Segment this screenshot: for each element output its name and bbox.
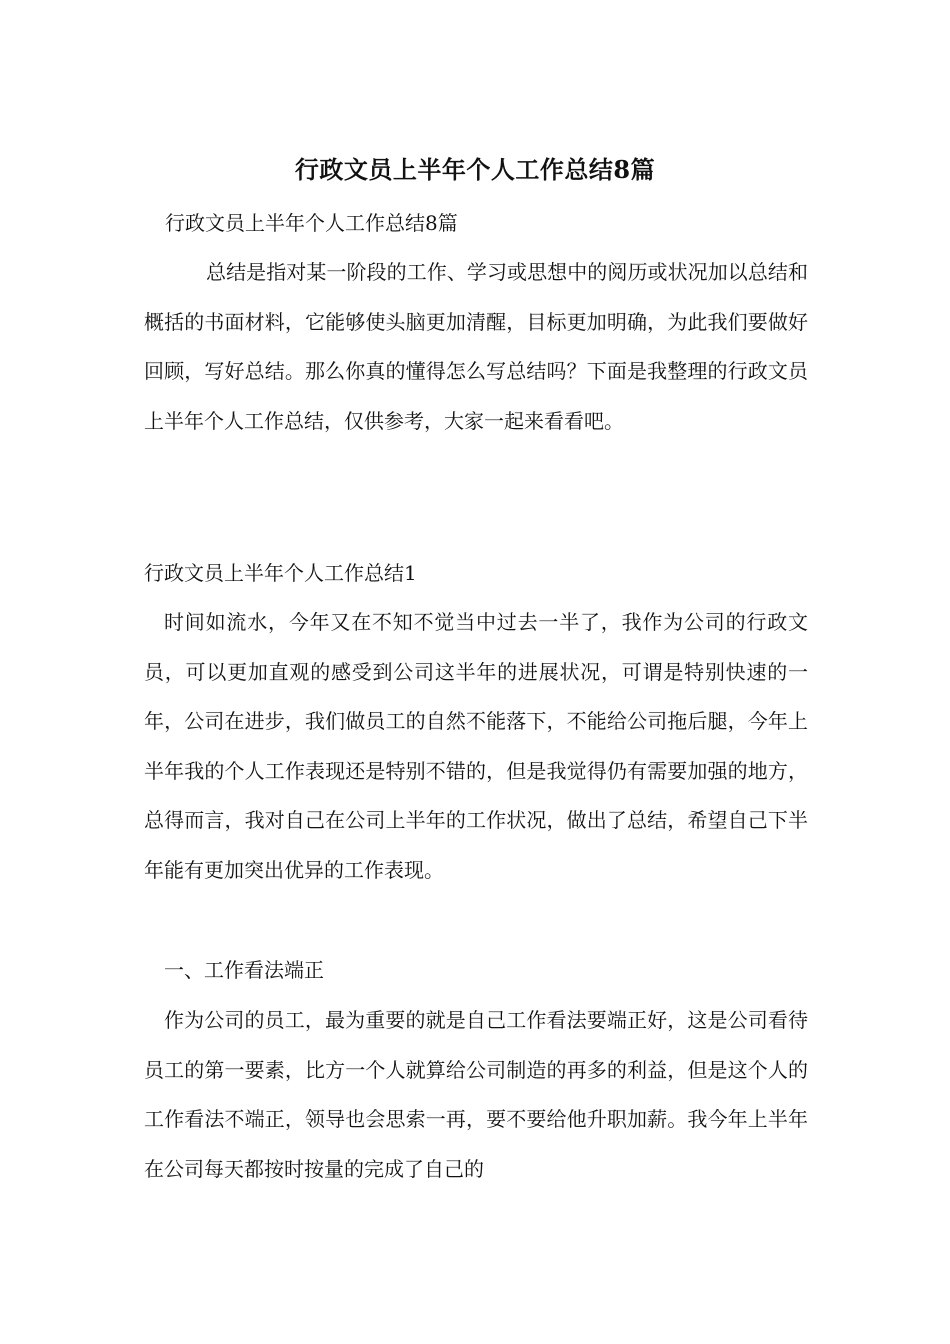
section-title: 行政文员上半年个人工作总结1 (144, 561, 417, 585)
body-paragraph-1: 时间如流水，今年又在不知不觉当中过去一半了，我作为公司的行政文员，可以更加直观的感受到公司这半年的进展状况，可谓是特别快速的一年，公司在进步，我们做员工的自然不能落下，不能给公司拖后腿，今年上半年我的个人工作表现还是特别不错的，但是我觉得仍有需要加强的地方，总得而言，我对自己在公司上半年的工作状况，做出了总结，希望自己下半年能有更加突出优异的工作表现。 (144, 610, 808, 882)
intro-paragraph: 总结是指对某一阶段的工作、学习或思想中的阅历或状况加以总结和概括的书面材料，它能够使头脑更加清醒，目标更加明确，为此我们要做好回顾，写好总结。那么你真的懂得怎么写总结吗？下面是我整理的行政文员上半年个人工作总结，仅供参考，大家一起来看看吧。 (144, 260, 808, 433)
section-heading-1: 一、工作看法端正 (164, 958, 324, 982)
document-title: 行政文员上半年个人工作总结8篇 (294, 155, 656, 184)
document-subtitle: 行政文员上半年个人工作总结8篇 (165, 211, 458, 235)
body-paragraph-2: 作为公司的员工，最为重要的就是自己工作看法要端正好，这是公司看待员工的第一要素，比方一个人就算给公司制造的再多的利益，但是这个人的工作看法不端正，领导也会思索一再，要不要给他升职加薪。我今年上半年在公司每天都按时按量的完成了自己的 (144, 1008, 808, 1181)
